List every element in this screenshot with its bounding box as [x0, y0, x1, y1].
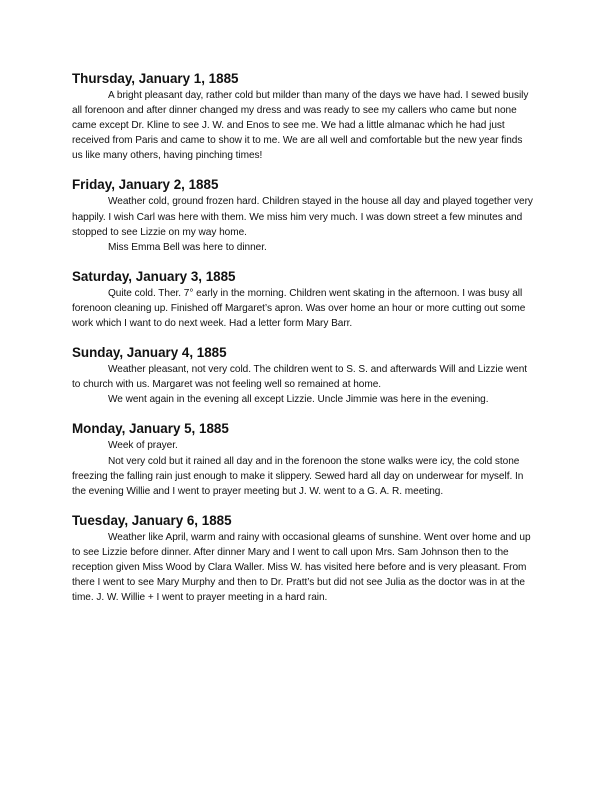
entry-paragraph: Week of prayer.	[108, 440, 178, 452]
diary-entry-jan-6	[72, 512, 534, 605]
diary-entry-jan-4	[72, 344, 534, 407]
entry-paragraph: Weather pleasant, not very cold. The children went to S. S. and afterwards Will and Lizzie went to church with us. Margaret was not feeling well so remained at home.	[72, 364, 528, 391]
entry-date: Tuesday, January 6, 1885	[72, 512, 232, 528]
entry-paragraph: Quite cold. Ther. 7° early in the morning. Children went skating in the afternoon. I was busy all forenoon cleaning up. Finished off Margaret’s apron. Was over home an hour or more cutting out some work which I want to do next week. Had a letter form Mary Barr.	[72, 287, 526, 330]
entry-paragraph: Not very cold but it rained all day and in the forenoon the stone walks were icy, the cold stone freezing the falling rain just enough to make it slippery. Sewed hard all day on underwear for myself. In the evening Willie and I went to prayer meeting but J. W. went to a G. A. R. meeting.	[72, 455, 524, 497]
entry-paragraph: A bright pleasant day, rather cold but milder than many of the days we have had. I sewed busily all forenoon and after dinner changed my dress and was ready to see my callers who came but none came except Dr. Kline to see J. W. and Enos to see me. We had a little almanac which he had just received from Paris and came to show it to me. We are all well and comfortable but the new year finds us like many others, having pinching times!	[72, 90, 529, 162]
entry-date: Saturday, January 3, 1885	[72, 268, 236, 284]
diary-entry-jan-3	[72, 268, 534, 331]
document-page	[72, 70, 534, 618]
diary-entry-jan-5	[72, 420, 534, 498]
entry-date: Thursday, January 1, 1885	[72, 71, 239, 86]
entry-paragraph: Miss Emma Bell was here to dinner.	[108, 241, 267, 253]
diary-entry-jan-1	[72, 70, 534, 163]
entry-date: Friday, January 2, 1885	[72, 177, 219, 193]
diary-entry-jan-2	[72, 176, 534, 254]
entry-date: Monday, January 5, 1885	[72, 421, 229, 437]
entry-paragraph: Weather like April, warm and rainy with occasional gleams of sunshine. Went over home and up to see Lizzie before dinner. After dinner Mary and I went to call upon Mrs. Sam Johnson then to the reception given Miss Wood by Clara Waller. Miss W. has visited here before and is very pleasant. From there I went to see Mary Murphy and then to Dr. Pratt’s but did not see Julia as the doctor was in at the time. J. W. Willie + I went to prayer meeting in a hard rain.	[72, 531, 531, 604]
entry-date: Sunday, January 4, 1885	[72, 345, 227, 361]
entry-paragraph: We went again in the evening all except Lizzie. Uncle Jimmie was here in the evening.	[108, 394, 489, 406]
entry-paragraph: Weather cold, ground frozen hard. Children stayed in the house all day and played together very happily. I wish Carl was here with them. We miss him very much. I was down street a few minutes and stopped to see Lizzie on my way home.	[72, 196, 533, 238]
